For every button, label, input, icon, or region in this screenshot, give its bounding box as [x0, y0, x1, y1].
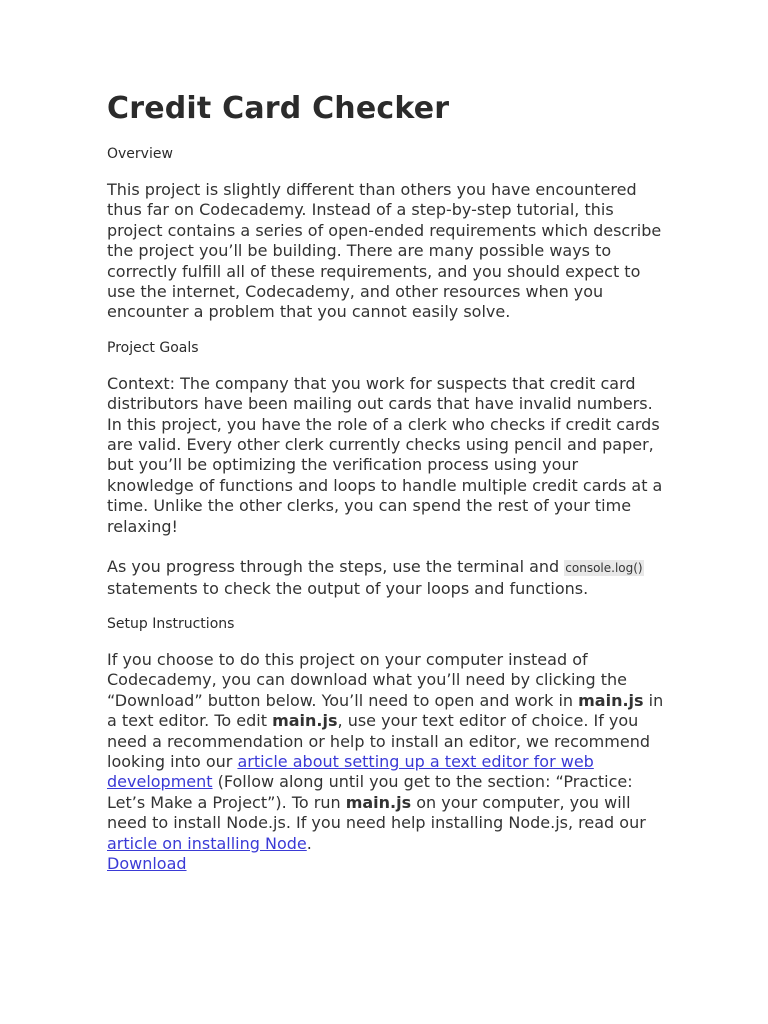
main-js-bold-2: main.js — [272, 711, 338, 731]
main-js-bold-3: main.js — [345, 792, 412, 812]
progress-paragraph — [107, 557, 667, 599]
text-editor-article-link[interactable]: article about setting up a text editor for web development — [107, 751, 594, 792]
download-link[interactable]: Download — [107, 853, 187, 873]
progress-text-after: statements to check the output of your loops and functions. — [107, 578, 589, 598]
intro-paragraph: This project is slightly different than others you have encountered thus far on Codecademy. Instead of a step-by-step tutorial, this project contains a series of open-ended requirements which describe the project you’ll be building. There are many possible ways to correctly fulfill all of these requirements, and you should expect to use the internet, Codecademy, and other resources when you encounter a problem that you cannot easily solve. — [107, 180, 662, 322]
page-title: Credit Card Checker — [107, 91, 450, 126]
document-content — [107, 88, 667, 874]
setup-text-1: If you choose to do this project on your computer instead of Codecademy, you can download what you’ll need by clicking the “Download” button below. You’ll need to open and work in — [107, 649, 628, 710]
setup-text-4: (Follow along until you get to the section: “Practice: Let’s Make a Project”). To run — [107, 772, 633, 812]
setup-instructions-heading: Setup Instructions — [107, 615, 235, 632]
console-log-code: console.log() — [565, 561, 643, 576]
overview-heading: Overview — [107, 146, 173, 162]
setup-text-6: . — [306, 833, 312, 853]
main-js-bold-1: main.js — [578, 690, 644, 710]
setup-text-2: in a text editor. To edit — [107, 690, 664, 731]
context-paragraph: Context: The company that you work for suspects that credit card distributors have been mailing out cards that have invalid numbers. In this project, you have the role of a clerk who checks if credit cards are valid. Every other clerk currently checks using pencil and paper, but you’ll be optimizing the verification process using your knowledge of functions and loops to handle multiple credit cards at a time. Unlike the other clerks, you can spend the rest of your time relaxing! — [107, 373, 663, 536]
setup-text-3: , use your text editor of choice. If you need a recommendation or help to install an editor, we recommend looking into our — [107, 711, 650, 771]
setup-paragraph — [107, 650, 667, 874]
setup-text-5: on your computer, you will need to install Node.js. If you need help installing Node.js, read our — [107, 792, 646, 833]
progress-text-before: As you progress through the steps, use the terminal and — [107, 557, 565, 577]
install-node-article-link[interactable]: article on installing Node — [107, 833, 307, 853]
project-goals-heading: Project Goals — [107, 339, 199, 356]
